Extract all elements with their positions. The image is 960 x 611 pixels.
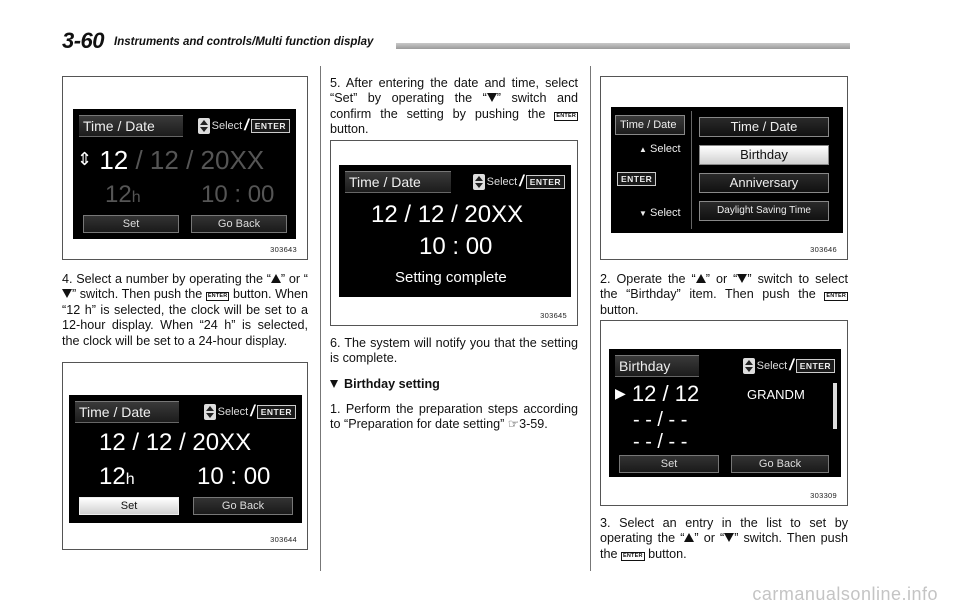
step-3-text: 3. Select an entry in the list to set by operating the “ ” or “ ” switch. Then push the ENTER button. bbox=[600, 516, 848, 561]
figure-303645 bbox=[330, 140, 578, 326]
pointer-icon: ▶ bbox=[615, 385, 626, 401]
enter-icon: ENTER bbox=[207, 293, 228, 300]
select-down: ▼ Select bbox=[639, 207, 681, 219]
step-5-text: 5. After entering the date and time, select “Set” by operating the “ ” switch and confirm the setting by pushing the ENTER button. bbox=[330, 76, 578, 137]
figure-id: 303645 bbox=[540, 311, 567, 320]
screen-title: Time / Date bbox=[79, 115, 183, 137]
down-triangle-icon: ▼ bbox=[639, 209, 647, 218]
set-button[interactable]: Set bbox=[83, 215, 179, 233]
date-row: 12 / 12 / 20XX bbox=[99, 429, 252, 456]
figure-303643 bbox=[62, 76, 308, 260]
date-row: 12 / 12 / 20XX bbox=[371, 201, 524, 228]
page-number: 3-60 bbox=[62, 28, 105, 53]
entry-row-3: - - / - - bbox=[633, 431, 688, 453]
step-6-text: 6. The system will notify you that the setting is complete. bbox=[330, 336, 578, 366]
date-row bbox=[77, 145, 264, 176]
step-1-text: 1. Perform the preparation steps according to “Preparation for date setting” ☞3-59. bbox=[330, 402, 578, 432]
bullet-triangle-icon bbox=[330, 380, 338, 388]
set-button[interactable]: Set bbox=[619, 455, 719, 473]
screen-title: Birthday bbox=[615, 355, 699, 377]
watermark: carmanualsonline.info bbox=[752, 584, 938, 604]
menu-item-daylight-saving-time[interactable]: Daylight Saving Time bbox=[699, 201, 829, 221]
scrollbar[interactable] bbox=[833, 383, 837, 429]
figure-303646 bbox=[600, 76, 848, 260]
display-screen bbox=[339, 165, 571, 297]
down-triangle-icon bbox=[724, 533, 734, 542]
birthday-setting-heading: Birthday setting bbox=[330, 377, 440, 391]
screen-title: Time / Date bbox=[75, 401, 179, 423]
figure-id: 303309 bbox=[810, 491, 837, 500]
column-divider-2 bbox=[590, 66, 591, 571]
select-label: Select bbox=[756, 360, 788, 372]
menu-item-anniversary[interactable]: Anniversary bbox=[699, 173, 829, 193]
column-divider-1 bbox=[320, 66, 321, 571]
screen-title: Time / Date bbox=[345, 171, 451, 193]
go-back-button[interactable]: Go Back bbox=[193, 497, 293, 515]
enter-icon: ENTER bbox=[251, 119, 290, 133]
figure-id: 303643 bbox=[270, 245, 297, 254]
slash-icon: / bbox=[519, 173, 524, 190]
select-label: Select bbox=[211, 120, 243, 132]
up-triangle-icon bbox=[696, 274, 706, 283]
step-4-text: 4. Select a number by operating the “ ” or “” switch. Then push the ENTER button. When “12 h” is selected, the clock will be set to a 12-hour display. When “24 h” is selected, the clock will be set to a 24-hour display. bbox=[62, 272, 309, 348]
hour-mode: 12h bbox=[99, 463, 135, 490]
enter-icon: ENTER bbox=[623, 552, 643, 559]
page-header bbox=[62, 28, 852, 52]
enter-icon: ENTER bbox=[796, 359, 835, 373]
up-triangle-icon: ▲ bbox=[639, 145, 647, 154]
figure-id: 303644 bbox=[270, 535, 297, 544]
display-screen bbox=[609, 349, 841, 477]
up-down-icon bbox=[198, 118, 210, 134]
time-value: 10 : 00 bbox=[419, 233, 493, 260]
up-down-icon bbox=[473, 174, 485, 190]
down-triangle-icon bbox=[487, 93, 497, 102]
left-title: Time / Date bbox=[615, 115, 685, 135]
entry-row-2: - - / - - bbox=[633, 409, 688, 431]
section-title: Instruments and controls/Multi function display bbox=[114, 36, 374, 48]
up-down-arrow-icon: ⇕ bbox=[77, 149, 93, 169]
select-label: Select bbox=[486, 176, 518, 188]
up-down-icon bbox=[204, 404, 216, 420]
date-rest: / 12 / 20XX bbox=[135, 145, 265, 175]
entry-row-1: ▶ 12 / 12 bbox=[615, 381, 700, 406]
menu-item-birthday[interactable]: Birthday bbox=[699, 145, 829, 165]
time-value: 10 : 00 bbox=[197, 463, 271, 490]
time-value: 10 : 00 bbox=[201, 181, 275, 208]
enter-icon: ENTER bbox=[556, 112, 576, 119]
select-up: ▲ Select bbox=[639, 143, 681, 155]
up-triangle-icon bbox=[684, 533, 694, 542]
up-triangle-icon bbox=[271, 274, 281, 283]
down-triangle-icon bbox=[62, 289, 72, 298]
slash-icon: / bbox=[244, 117, 249, 134]
up-down-icon bbox=[743, 358, 755, 374]
display-screen bbox=[69, 395, 302, 523]
go-back-button[interactable]: Go Back bbox=[731, 455, 829, 473]
enter-icon: ENTER bbox=[826, 293, 846, 300]
entry-name: GRANDM bbox=[747, 387, 805, 402]
display-screen bbox=[73, 109, 296, 239]
date-month-selected: 12 bbox=[99, 145, 129, 175]
figure-303309 bbox=[600, 320, 848, 506]
figure-303644 bbox=[62, 362, 308, 550]
menu-item-time-date[interactable]: Time / Date bbox=[699, 117, 829, 137]
enter-icon: ENTER bbox=[257, 405, 296, 419]
figure-id: 303646 bbox=[810, 245, 837, 254]
set-button[interactable]: Set bbox=[79, 497, 179, 515]
select-label: Select bbox=[217, 406, 249, 418]
status-message: Setting complete bbox=[395, 269, 507, 286]
display-screen bbox=[611, 107, 843, 233]
slash-icon: / bbox=[789, 357, 794, 374]
hour-mode: 12h bbox=[105, 181, 141, 208]
go-back-button[interactable]: Go Back bbox=[191, 215, 287, 233]
down-triangle-icon bbox=[737, 274, 747, 283]
step-2-text: 2. Operate the “ ” or “ ” switch to select the “Birthday” item. Then push the ENTER button. bbox=[600, 272, 848, 317]
enter-icon: ENTER bbox=[617, 172, 656, 186]
header-rule bbox=[396, 43, 850, 49]
enter-icon: ENTER bbox=[526, 175, 565, 189]
slash-icon: / bbox=[250, 403, 255, 420]
screen-divider bbox=[691, 111, 692, 229]
